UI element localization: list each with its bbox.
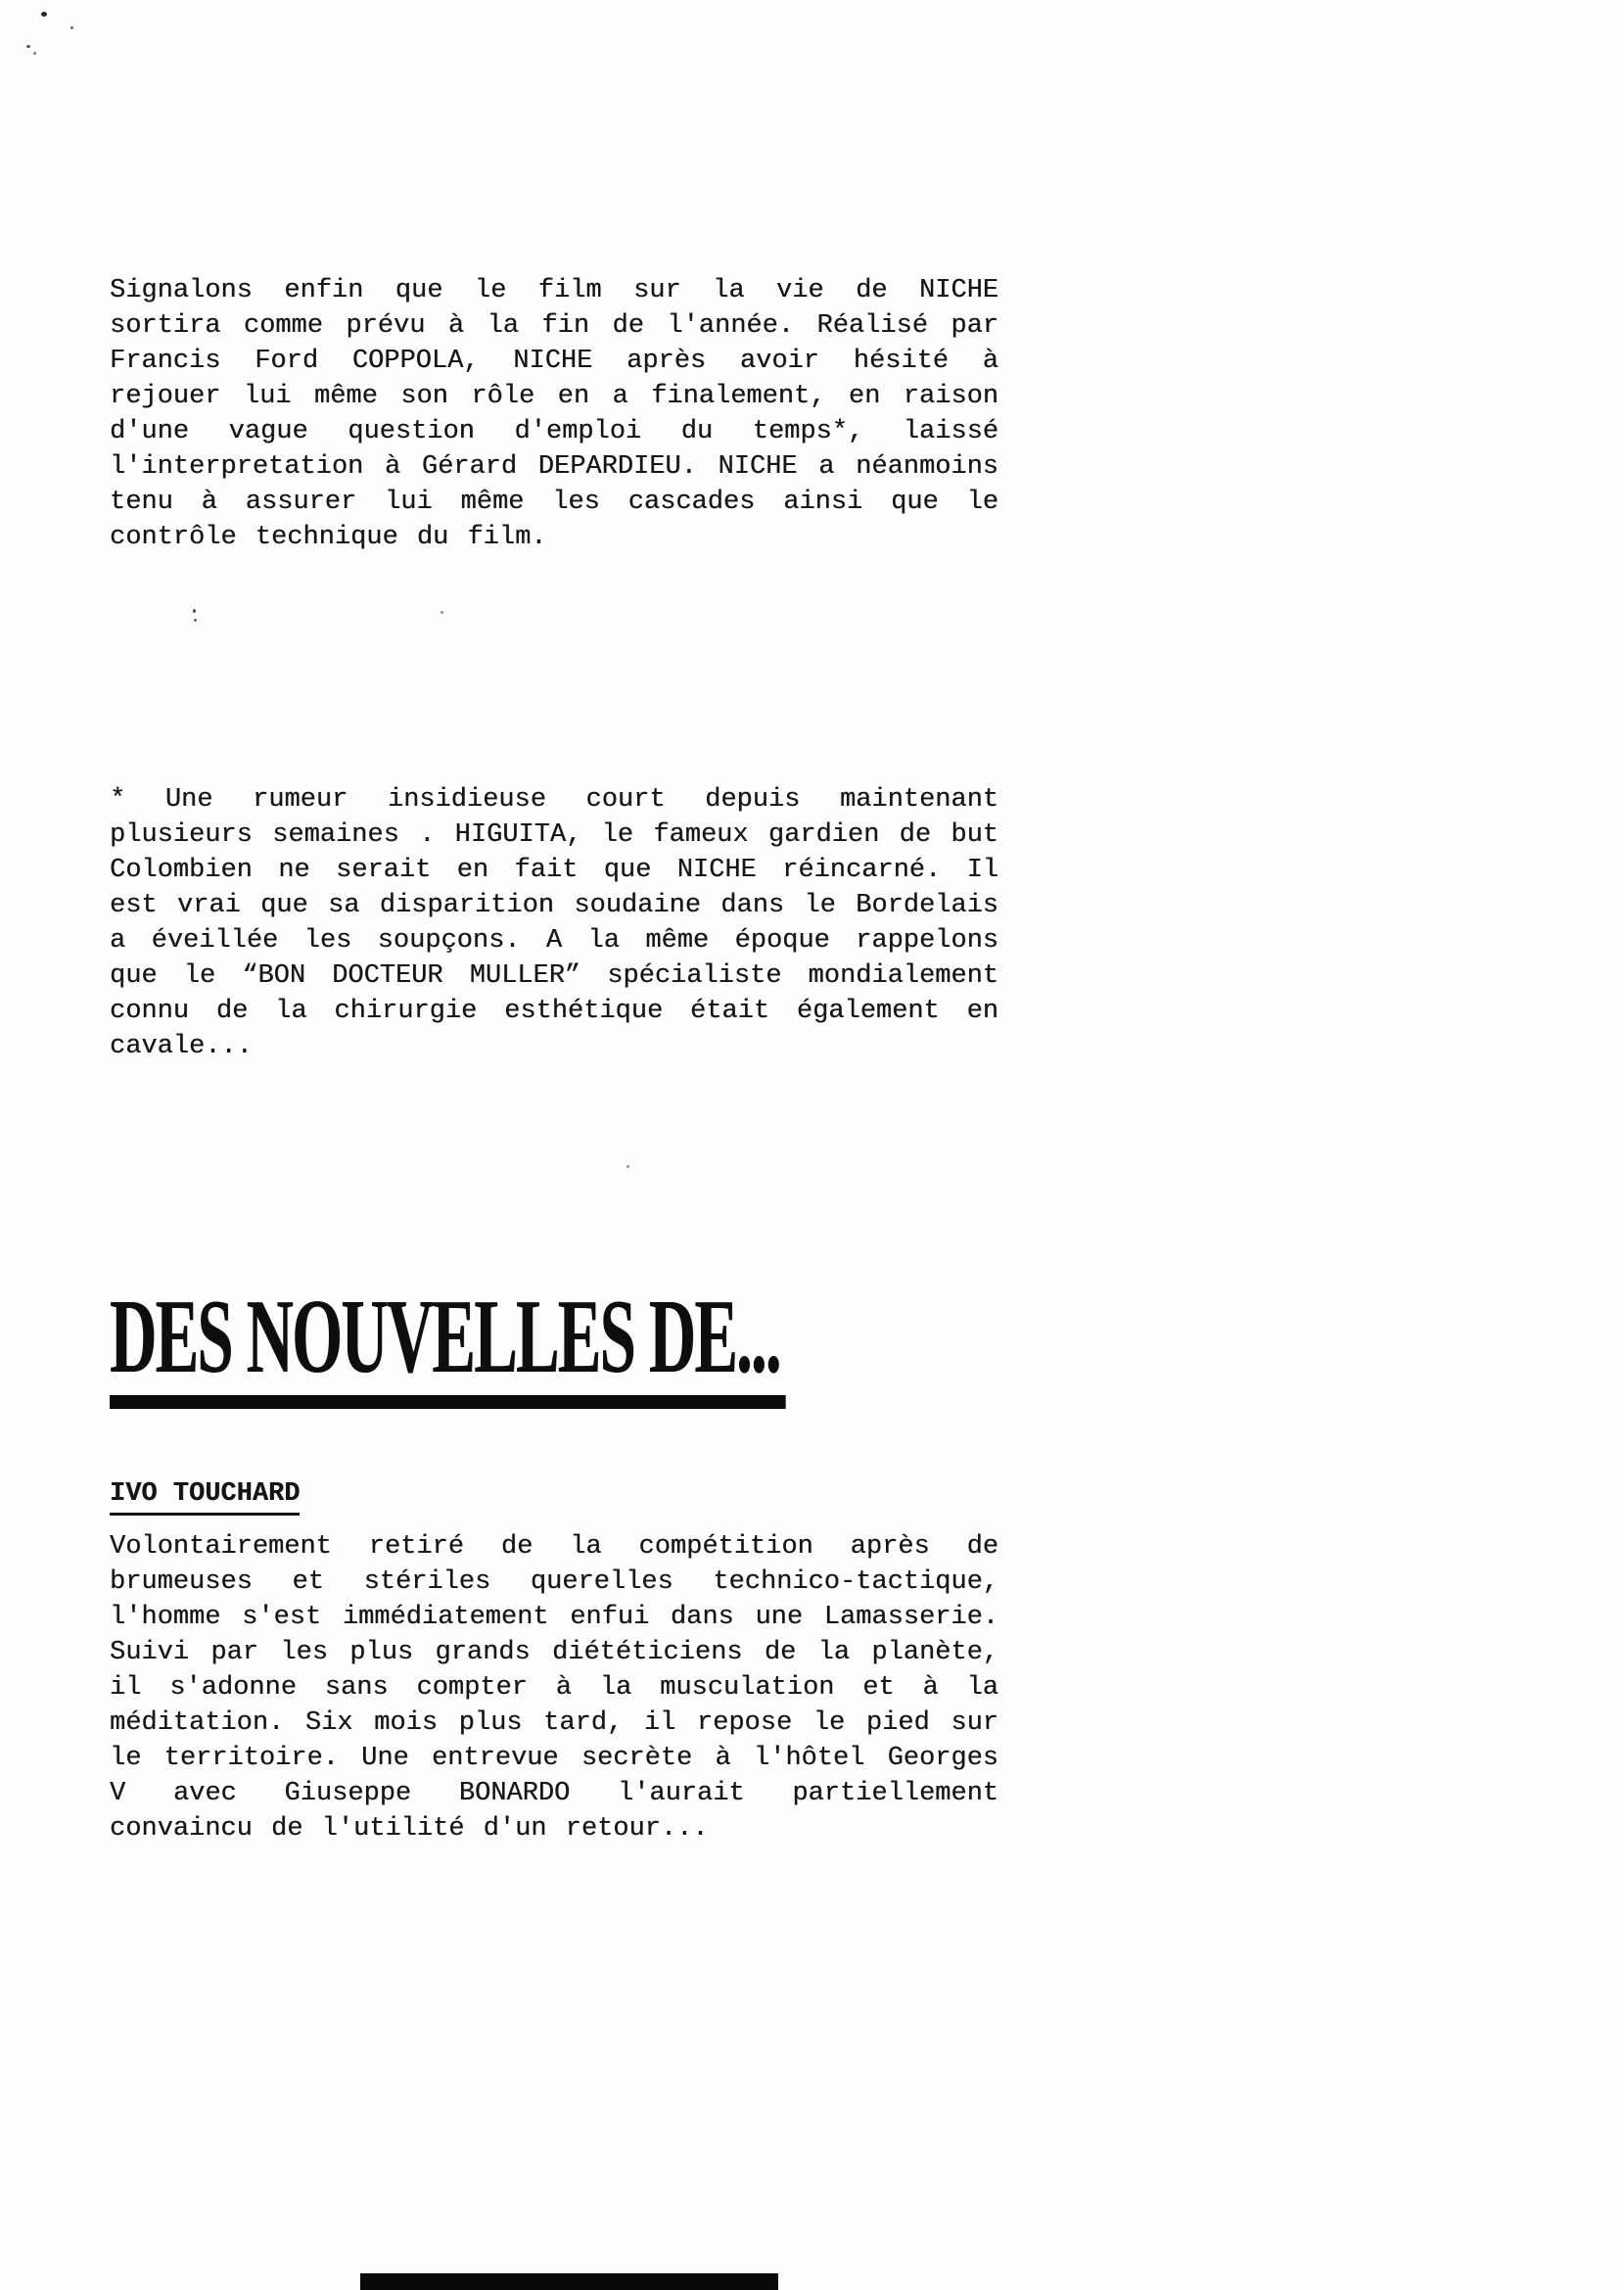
scan-speck	[70, 26, 73, 29]
film-news-paragraph: Signalons enfin que le film sur la vie de NICHE sortira comme prévu à la fin de l'année. Réalisé par Francis Ford COPPOLA, NICHE après avoir hésité à rejouer lui même son rôle en a finalement, en raison d'une vague question d'emploi du temps*, laissé l'interpretation à Gérard DEPARDIEU. NICHE a néanmoins tenu à assurer lui même les cascades ainsi que le contrôle technique du film.	[110, 276, 998, 552]
scan-speck	[41, 12, 47, 17]
ivo-touchard-paragraph: Volontairement retiré de la compétition après de brumeuses et stériles querelles technico-tactique, l'homme s'est immédiatement enfui dans une Lamasserie. Suivi par les plus grands diététiciens de la planète, il s'adonne sans compter à la musculation et à la méditation. Six mois plus tard, il repose le pied sur le territoire. Une entrevue secrète à l'hôtel Georges V avec Giuseppe BONARDO l'aurait partiellement convaincu de l'utilité d'un retour...	[110, 1532, 998, 1844]
scan-speck	[26, 45, 30, 48]
scan-speck	[626, 1165, 629, 1168]
scan-speck	[194, 619, 197, 622]
scan-speck	[33, 52, 36, 55]
news-subject-title-ivo-touchard: IVO TOUCHARD	[110, 1477, 300, 1516]
scan-artifact-bar	[360, 2273, 778, 2290]
section-heading-des-nouvelles: DES NOUVELLES DE...	[110, 1283, 786, 1409]
scan-speck	[441, 611, 443, 614]
scan-speck	[193, 609, 196, 613]
rumor-footnote-paragraph: * Une rumeur insidieuse court depuis maintenant plusieurs semaines . HIGUITA, le fameux gardien de but Colombien ne serait en fait que NICHE réincarné. Il est vrai que sa disparition soudaine dans le Bordelais a éveillée les soupçons. A la même époque rappelons que le “BON DOCTEUR MULLER” spécialiste mondialement connu de la chirurgie esthétique était également en cavale...	[110, 785, 998, 1061]
